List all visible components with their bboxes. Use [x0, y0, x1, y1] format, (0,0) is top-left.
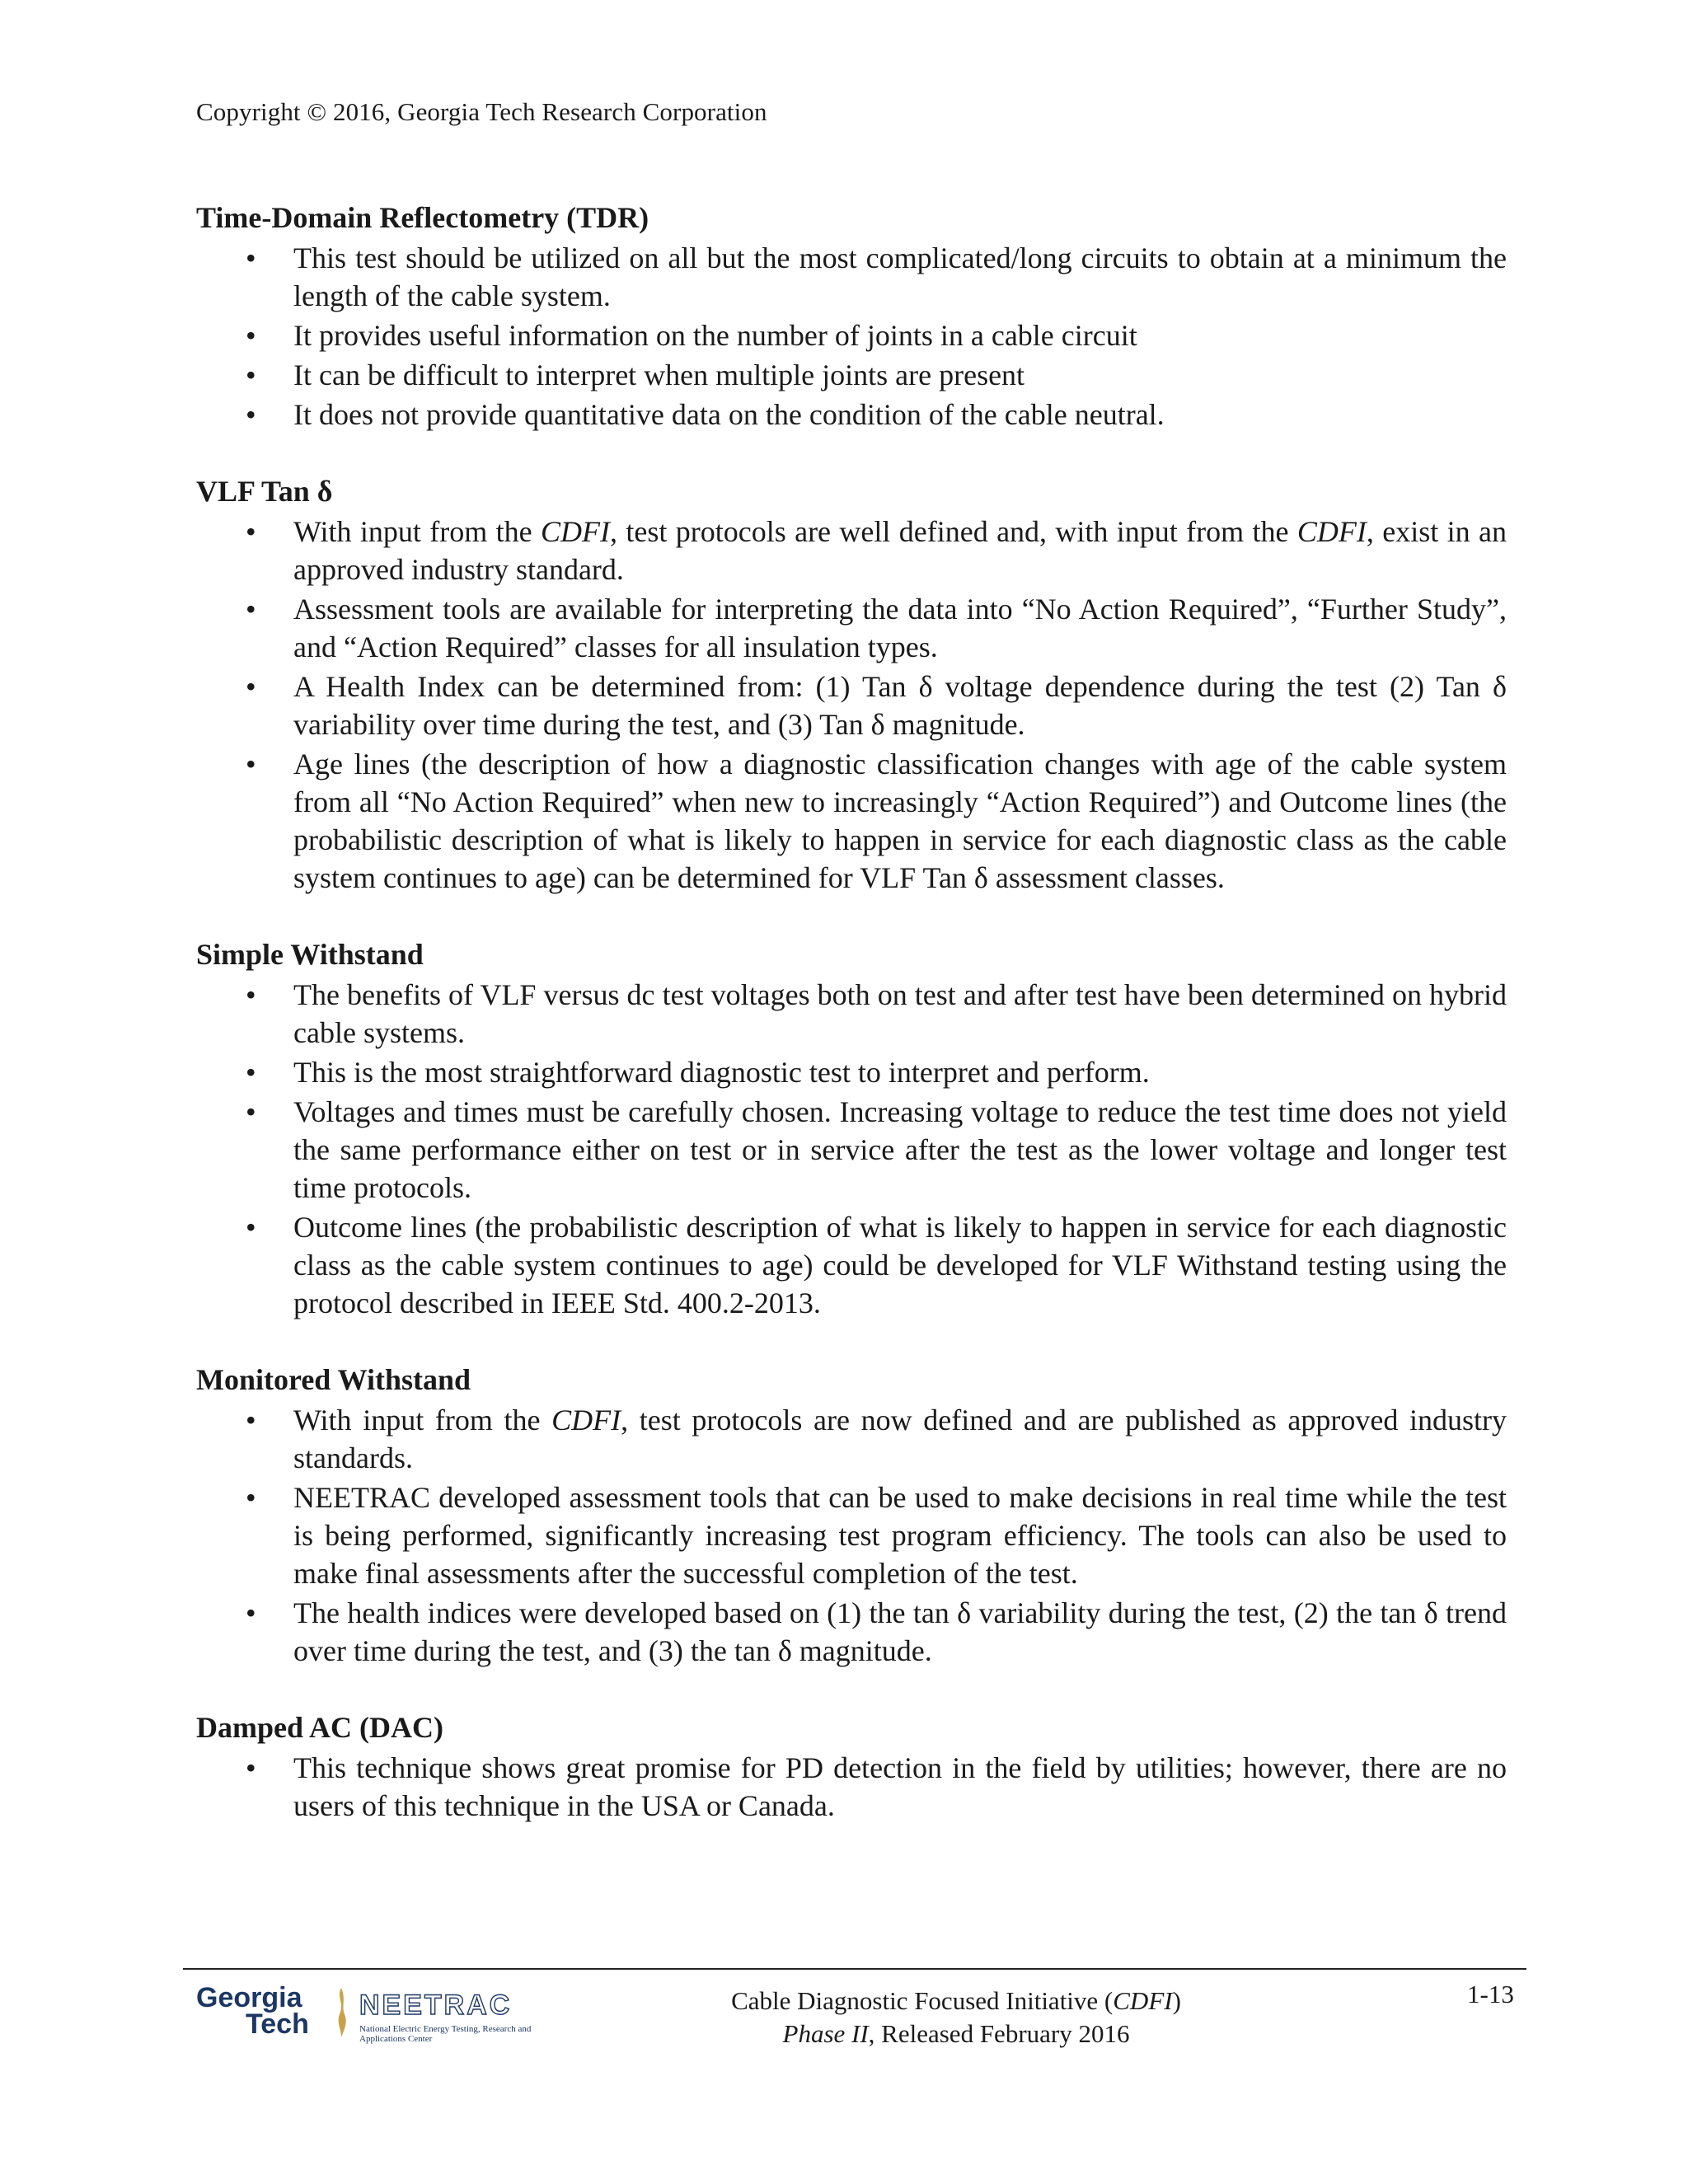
section [196, 1360, 1507, 1670]
bullet-text [293, 1095, 1507, 1204]
bullet-item [196, 316, 1507, 354]
bullet-icon: • [246, 1596, 256, 1629]
bullet-icon: • [246, 1056, 256, 1089]
bullet-text [293, 398, 1165, 431]
bullet-icon: • [246, 978, 256, 1011]
italic-text: CDFI [551, 1404, 621, 1436]
text-run: NEETRAC developed assessment tools that can be used to make decisions in real time while the test is being performed, significantly increasing test program efficiency. The tools can also be used to make final assessments after the successful completion of the test. [293, 1481, 1507, 1590]
bullet-text [293, 1404, 1507, 1474]
text-run: Voltages and times must be carefully chosen. Increasing voltage to reduce the test time does not yield the same performance either on test or in service after the test as the lower voltage and longer test time protocols. [293, 1095, 1507, 1204]
text-run: It provides useful information on the number of joints in a cable circuit [293, 319, 1137, 352]
logo-subtitle: National Electric Energy Testing, Research and Applications Center [359, 2024, 532, 2044]
bullet-icon: • [246, 515, 256, 548]
bullet-item [196, 1208, 1507, 1322]
section [196, 198, 1507, 434]
section-heading: Damped AC (DAC) [196, 1711, 443, 1744]
bullet-icon: • [246, 748, 256, 780]
section-heading: VLF Tan δ [196, 475, 333, 508]
bullet-icon: • [246, 241, 256, 274]
bullet-text [293, 1596, 1507, 1667]
text-run: , test protocols are now defined and are published as approved industry standards. [293, 1404, 1507, 1474]
text-run: It can be difficult to interpret when multiple joints are present [293, 359, 1025, 391]
bullet-icon: • [246, 670, 256, 703]
bullet-icon: • [246, 1095, 256, 1128]
bullet-item [196, 976, 1507, 1052]
section-heading: Time-Domain Reflectometry (TDR) [196, 201, 649, 234]
bullet-icon: • [246, 359, 256, 391]
text-run: The benefits of VLF versus dc test voltages both on test and after test have been determined on hybrid cable systems. [293, 978, 1507, 1049]
footer-center [626, 1985, 1286, 2050]
bullet-text [293, 1481, 1507, 1590]
bullet-text [293, 748, 1507, 894]
italic-text: CDFI [1296, 515, 1367, 548]
footer-line1-prefix: Cable Diagnostic Focused Initiative ( [731, 1986, 1114, 2015]
bullet-text [293, 1211, 1507, 1319]
text-run: This technique shows great promise for PD detection in the field by utilities; however, there are no users of this technique in the USA or Canada. [293, 1751, 1507, 1822]
text-run: The health indices were developed based on (1) the tan δ variability during the test, (2) the tan δ trend over time during the test, and (3) the tan δ magnitude. [293, 1596, 1507, 1667]
text-run: This test should be utilized on all but the most complicated/long circuits to obtain at a minimum the length of the cable system. [293, 241, 1507, 312]
italic-text: CDFI [541, 515, 610, 548]
footer-line2-suffix: , Released February 2016 [868, 2019, 1130, 2048]
bullet-icon: • [246, 1211, 256, 1244]
bullet-icon: • [246, 1481, 256, 1514]
bullet-list [196, 1749, 1507, 1825]
text-run: , test protocols are well defined and, with input from the [610, 515, 1297, 548]
section [196, 471, 1507, 897]
bullet-item [196, 1093, 1507, 1207]
georgia-tech-wordmark [196, 1982, 309, 2040]
bullet-text [293, 319, 1137, 352]
text-run: It does not provide quantitative data on the condition of the cable neutral. [293, 398, 1165, 431]
section-heading: Monitored Withstand [196, 1363, 471, 1396]
page-number: 1-13 [1467, 1980, 1514, 2008]
bullet-text [293, 241, 1507, 312]
bullet-item [196, 668, 1507, 743]
bullet-item [196, 396, 1507, 434]
bullet-text [293, 1056, 1150, 1089]
bullet-text [293, 1751, 1507, 1822]
bullet-item [196, 356, 1507, 394]
bullet-text [293, 359, 1025, 391]
text-run: , exist in an approved industry standard. [293, 515, 1507, 586]
text-run: With input from the [293, 515, 541, 548]
bullet-item [196, 239, 1507, 315]
bullet-text [293, 670, 1507, 741]
text-run: Assessment tools are available for interpreting the data into “No Action Required”, “Further Study”, and “Action Required” classes for all insulation types. [293, 593, 1507, 663]
bullet-item [196, 1053, 1507, 1091]
text-run: A Health Index can be determined from: (1) Tan δ voltage dependence during the test (2) Tan δ variability over time during the test, and (3) Tan δ magnitude. [293, 670, 1507, 741]
logo-tech-text: Tech [246, 2008, 309, 2040]
bullet-item [196, 1479, 1507, 1592]
text-run: Outcome lines (the probabilistic description of what is likely to happen in service for each diagnostic class as the cable system continues to age) could be developed for VLF Withstand testing using the protocol described in IEEE Std. 400.2-2013. [293, 1211, 1507, 1319]
bullet-list [196, 239, 1507, 434]
footer-line1-italic: CDFI [1113, 1986, 1173, 2015]
bullet-icon: • [246, 1751, 256, 1784]
bullet-text [293, 515, 1507, 586]
bullet-list [196, 1401, 1507, 1670]
bullet-icon: • [246, 398, 256, 431]
bullet-item [196, 590, 1507, 666]
bullet-list [196, 513, 1507, 897]
text-run: Age lines (the description of how a diagnostic classification changes with age of the cable system from all “No Action Required” when new to increasingly “Action Required”) and Outcome lines (the probabilistic description of what is likely to happen in service for each diagnostic class as the cable system continues to age) can be determined for VLF Tan δ assessment classes. [293, 748, 1507, 894]
section-heading: Simple Withstand [196, 938, 424, 971]
bullet-item [196, 1401, 1507, 1477]
section [196, 935, 1507, 1322]
footer-line2-italic: Phase II [782, 2019, 869, 2048]
bullet-icon: • [246, 319, 256, 352]
logo-neetrac-text: NEETRAC [359, 1990, 513, 2021]
bullet-icon: • [246, 1404, 256, 1436]
bullet-list [196, 976, 1507, 1322]
bullet-text [293, 978, 1507, 1049]
section [196, 1708, 1507, 1825]
logo-georgia-text: Georgia [196, 1982, 302, 2013]
footer-line-1 [626, 1985, 1286, 2018]
bullet-item [196, 1749, 1507, 1825]
footer-line1-suffix: ) [1172, 1986, 1181, 2015]
bullet-icon: • [246, 593, 256, 626]
text-run: With input from the [293, 1404, 552, 1436]
georgia-tech-neetrac-logo [196, 1982, 551, 2050]
document-body [196, 198, 1507, 1863]
footer-divider [183, 1968, 1526, 1970]
footer-line-2 [626, 2018, 1286, 2050]
flame-icon [333, 1986, 349, 2039]
copyright-notice: Copyright © 2016, Georgia Tech Research Corporation [196, 97, 767, 126]
bullet-text [293, 593, 1507, 663]
text-run: This is the most straightforward diagnostic test to interpret and perform. [293, 1056, 1150, 1089]
bullet-item [196, 1594, 1507, 1670]
bullet-item [196, 513, 1507, 588]
bullet-item [196, 745, 1507, 897]
